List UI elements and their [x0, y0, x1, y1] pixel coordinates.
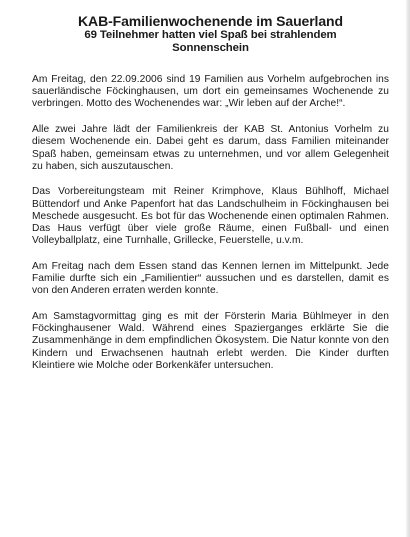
article-subtitle-line-2: Sonnenschein [172, 42, 249, 54]
paragraph-invitation: Alle zwei Jahre lädt der Familienkreis der KAB St. Antonius Vorhelm zu diesem Wochenende ein. Dabei geht es darum, dass Familien miteinander Spaß haben, gemeinsam etwas zu unternehmen, und vor allem Gelegenheit zu haben, sich auszutauschen. [32, 124, 389, 172]
paragraph-saturday: Am Samstagvormittag ging es mit der Försterin Maria Bühlmeyer in den Föckinghausener Wald. Während eines Spazierganges erklärte Sie die Zusammenhänge in dem empfindlichen Ökosystem. Die Natur konnte von den Kindern und Erwachsenen hautnah erlebt werden. Die Kinder durften Kleintiere wie Molche oder Borkenkäfer untersuchen. [32, 311, 389, 371]
article-subtitle-line-1: 69 Teilnehmer hatten viel Spaß bei strahlendem [84, 29, 337, 41]
scan-edge-shadow [406, 0, 410, 537]
paragraph-friday: Am Freitag nach dem Essen stand das Kennen lernen im Mittelpunkt. Jede Familie durfte sich ein „Familientier“ aussuchen und es darstellen, damit es von den Anderen erraten werden konnte. [32, 260, 389, 297]
article-title: KAB-Familienwochenende im Sauerland [78, 13, 343, 29]
headline-block [32, 14, 389, 55]
paragraph-arrival: Am Freitag, den 22.09.2006 sind 19 Familien aus Vorhelm aufgebrochen ins sauerländische Föckinghausen, um dort ein gemeinsames Wochenende zu verbringen. Motto des Wochenendes war: „Wir leben auf der Arche!“. [32, 74, 389, 110]
article [32, 14, 389, 386]
paragraph-venue: Das Vorbereitungsteam mit Reiner Krimphove, Klaus Bühlhoff, Michael Büttendorf und Anke Papenfort hat das Landschulheim in Föckinghausen bei Meschede ausgesucht. Es bot für das Wochenende einen optimalen Rahmen. Das Haus verfügt über viele große Räume, einen Fußball- und einen Volleyballplatz, eine Turnhalle, Grillecke, Feuerstelle, u.v.m. [32, 186, 389, 247]
